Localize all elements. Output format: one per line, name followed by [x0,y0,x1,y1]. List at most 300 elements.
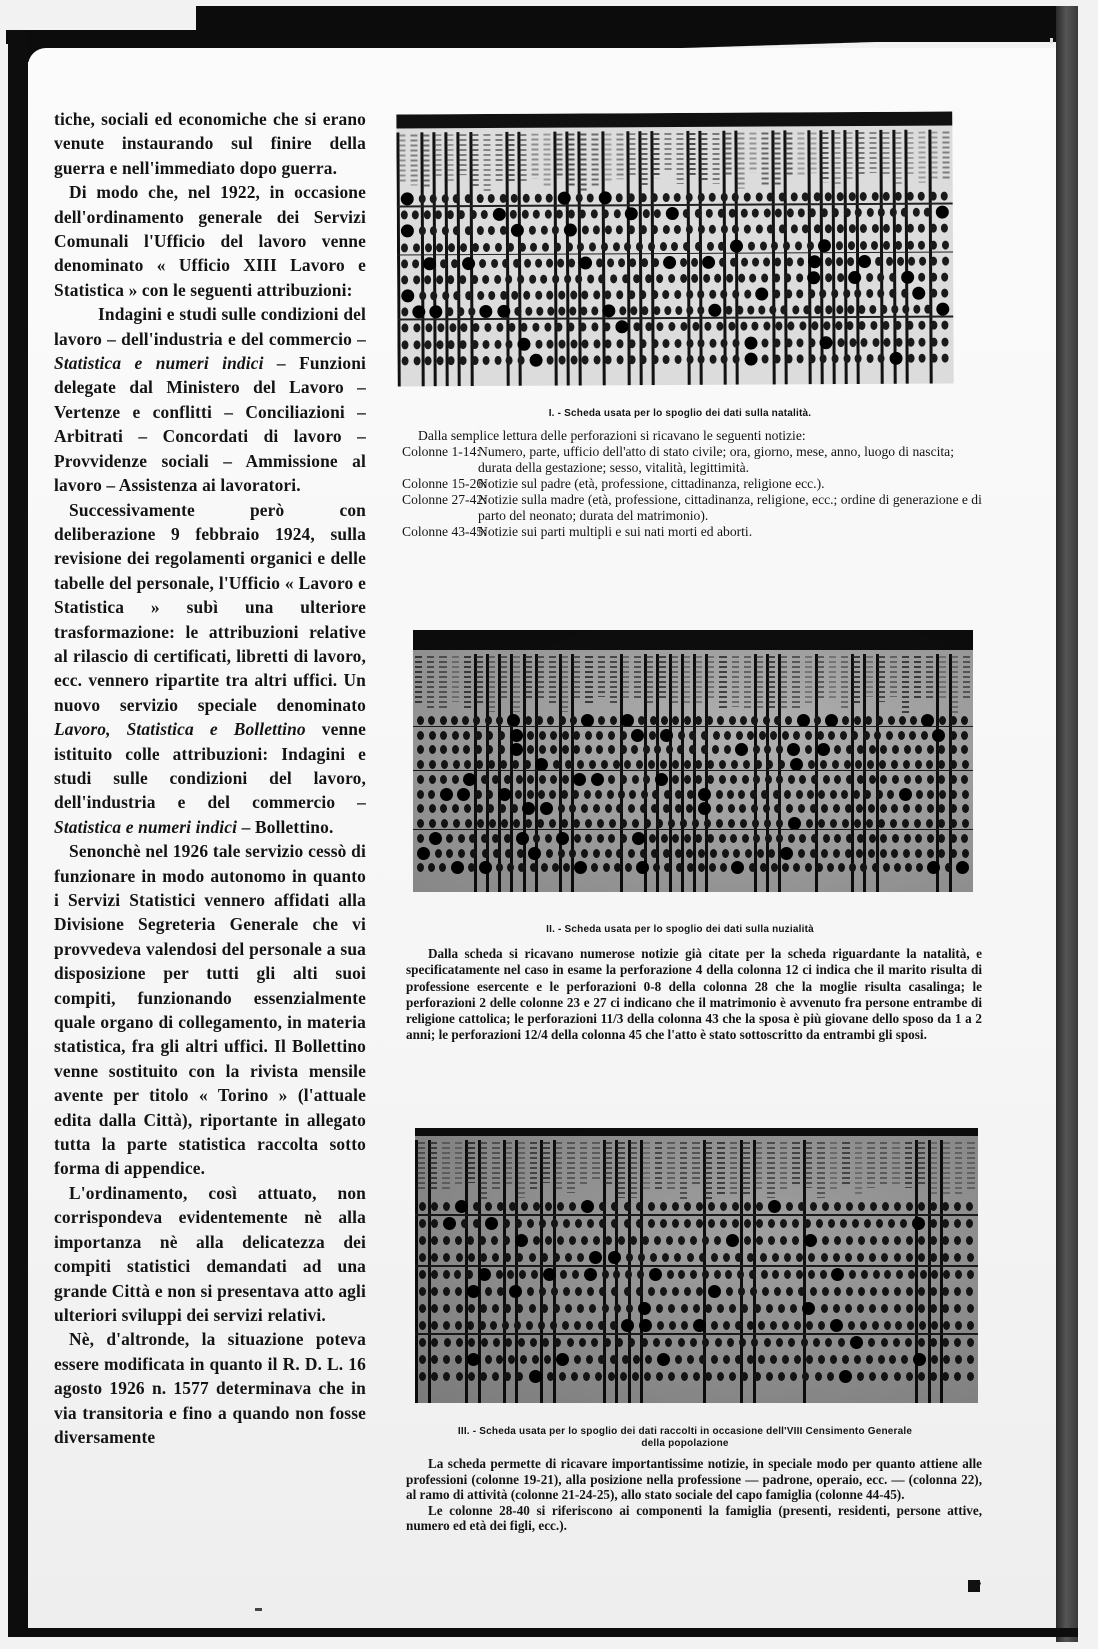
card-hole [736,306,743,315]
card-hole [529,275,536,284]
card-digit-row [397,256,953,270]
card-hole [556,210,563,219]
card-header-label [906,132,913,175]
card-hole [820,289,827,298]
card-hole [654,209,661,218]
card-hole [847,257,854,266]
card-hole [547,307,554,316]
card-hole [761,273,768,282]
card-hole [930,256,937,265]
card-hole [783,241,790,250]
card-hole [942,272,949,281]
card-hole [740,209,747,218]
card-hole [580,323,587,332]
card-hole [886,257,893,266]
paragraph: Senonchè nel 1926 tale servizio cessò di funzionare in modo autonomo in quanto i Servizi Statistici vennero affidati alla Divisione Segreteria Generale che vi provvedeva valendosi del personale a sua disposizione per tutti gli alti suoi compiti, funzionando essenzialmente quale organo di collegamento, in materia statistica, fra gli altri uffici. Il Bollettino venne sostituito con la rivista mensile avente per titolo « Torino » (l'attuale edita dalla Città), riportante in allegato tutta la parte statistica raccolta sotto forma di appendice. [54,841,366,1179]
card-hole [460,243,467,252]
card-hole [883,240,890,249]
card-header-label [894,132,901,186]
left-text-column [54,107,366,1449]
card-hole [825,257,832,266]
card-hole [425,340,432,349]
card-hole [471,243,478,252]
card-hole [717,209,724,218]
card-hole [848,192,855,201]
card-hole [577,242,584,251]
card-hole [930,321,937,330]
card-hole [581,226,588,235]
card-hole [413,324,420,333]
card-hole [848,224,855,233]
card-hole [419,291,426,300]
card-hole [825,225,832,234]
card-hole [607,258,614,267]
column-row: Colonne 1-14: Numero, parte, ufficio dell'atto di stato civile; ora, giorno, mese, anno, luogo di nascita; durata della gestazione; sesso, vitalità, legittimità. [402,444,954,475]
card-hole [633,274,640,283]
card-hole [884,337,891,346]
card-hole [906,321,913,330]
paragraph: Di modo che, nel 1922, in occasione dell'ordinamento generale dei Servizi Comunali l'Ufficio del lavoro venne denominato « Ufficio XIII Lavoro e Statistica » con le seguenti attribuzioni: [54,182,366,300]
card-hole [942,321,949,330]
card-header-label [556,134,563,179]
card-hole [843,354,850,363]
card-hole [773,354,780,363]
card-hole [462,257,475,270]
card-hole [849,338,856,347]
card-hole [675,306,682,315]
card-header-label [580,133,587,190]
card-hole [835,322,842,331]
card-hole [861,338,868,347]
card-header-label [785,132,792,176]
card-digit-row [397,224,953,238]
card-hole [730,257,737,266]
card-header-label [846,132,853,181]
card-hole [889,289,896,298]
card-hole [741,257,748,266]
card-hole [546,258,553,267]
card-hole [903,305,910,314]
card-hole [721,338,728,347]
card-hole [517,275,524,284]
card-hole [652,258,659,267]
card-hole [802,192,809,201]
card-hole [534,194,541,203]
card-hole [773,290,780,299]
card-hole [748,241,755,250]
card-hole [535,258,542,267]
card-hole [797,354,804,363]
card-hole [728,322,735,331]
card-hole [809,208,816,217]
card-hole [686,290,693,299]
card-hole [481,210,488,219]
card-hole [787,322,794,331]
card-hole [465,194,472,203]
card-hole [919,337,926,346]
card-hole [442,227,449,236]
card-hole [836,305,843,314]
card-hole [692,322,699,331]
card-hole [518,242,525,251]
card-hole [844,208,851,217]
card-hole [436,243,443,252]
card-header-label [821,132,828,182]
card-header-label [664,133,671,173]
card-hole [587,193,594,202]
card-hole [401,324,408,333]
card-hole [811,322,818,331]
card-hole [907,354,914,363]
card-hole [565,242,572,251]
card-hole [605,290,612,299]
card-hole [906,240,913,249]
card-hole [872,338,879,347]
card-header-label [858,132,865,177]
card-hole [494,356,501,365]
card-hole [508,323,515,332]
card-hole [738,274,745,283]
card-header-label [459,134,466,175]
card-hole [883,192,890,201]
card-hole [625,207,638,220]
card-hole [437,324,444,333]
card-hole [628,226,635,235]
card-hole [942,256,949,265]
card-hole [895,337,902,346]
card-hole [454,291,461,300]
card-hole [605,339,612,348]
card-hole [820,336,833,349]
card-header-label [725,133,732,175]
column-row: Colonne 27-42: Notizie sulla madre (età, professione, cittadinanza, religione, ecc.; ordine di generazione e di parto del neonato; durata del matrimonio). [402,492,982,523]
card-hole [436,356,443,365]
card-hole [518,337,531,350]
card-hole [925,305,932,314]
card-hole [523,194,530,203]
card-hole [461,324,468,333]
card-hole [412,259,419,268]
card-hole [790,192,797,201]
card-hole [440,259,447,268]
card-hole [500,226,507,235]
card-hole [779,192,786,201]
card-hole [942,353,949,362]
card-hole [875,257,882,266]
card-hole [897,257,904,266]
card-hole [401,211,408,220]
card-hole [448,340,455,349]
card-hole [914,305,921,314]
card-hole [702,256,715,269]
card-hole [730,239,743,252]
paragraph: L'ordinamento, così attuato, non corrispondeva evidentemente nè alla importanza nè alla delicatezza dei compiti statistici demandati ad una grande Città e non si presentava atto agli ulteriori sviluppi dei servizi relativi. [54,1182,366,1325]
card-hole [698,355,705,364]
card-header-label [882,132,889,176]
card-hole [697,193,704,202]
card-hole [545,210,552,219]
card-hole [825,305,832,314]
card-hole [651,193,658,202]
card-hole [477,291,484,300]
card-hole [930,353,937,362]
card-hole [725,306,732,315]
card-hole [663,339,670,348]
card-hole [866,289,873,298]
card-hole [894,321,901,330]
card-header-label [749,133,756,173]
card-hole [663,193,670,202]
card-hole [808,289,815,298]
card-hole [755,288,768,301]
card-hole [624,242,631,251]
card-hole [774,257,781,266]
attributions-1922: Indagini e studi sulle condizioni del lavoro – dell'industria e del commercio – Statistica e numeri indici – Funzioni delegate dal Ministero del Lavoro – Vertenze e conflitti – Conciliazioni – Arbitrati – Concordati di lavoro – Provvidenze sociali – Ammissione al lavoro – Assistenza ai lavoratori. [54,304,367,496]
card-hole [721,193,728,202]
card-hole [547,291,554,300]
card-hole [855,208,862,217]
paragraph: tiche, sociali ed economiche che si erano venute instaurando sul finire della guerra e nell'immediato dopo guerra. [54,109,366,178]
card-hole [636,242,643,251]
card-hole [752,257,759,266]
card-digit-row [397,208,953,222]
card-hole [447,210,454,219]
card-hole [715,274,722,283]
card-hole [918,192,925,201]
card-hole [558,355,565,364]
card-header-label [809,132,816,174]
card-hole [674,193,681,202]
card-hole [721,355,728,364]
card-hole [645,274,652,283]
card-hole [889,273,896,282]
card-hole [669,322,676,331]
card-hole [507,242,514,251]
card-hole [659,242,666,251]
card-hole [918,273,925,282]
card-hole [540,275,547,284]
card-hole [686,193,693,202]
card-hole [558,339,565,348]
card-header-label [773,132,780,184]
card-hole [880,305,887,314]
card-hole [790,225,797,234]
card-hole [871,192,878,201]
card-hole [854,289,861,298]
card-hole [535,291,542,300]
card-hole [617,355,624,364]
card-hole [480,259,487,268]
card-hole [640,355,647,364]
card-hole [941,224,948,233]
card-hole [709,193,716,202]
card-hole [895,224,902,233]
card-hole [616,290,623,299]
card-hole [837,338,844,347]
card-hole [544,323,551,332]
card-hole [691,258,698,267]
card-hole [529,354,542,367]
card-header-label [604,133,611,183]
card-hole [598,274,605,283]
card-hole [764,322,771,331]
card-header-label [942,132,949,181]
card-hole [436,275,443,284]
card-hole [589,242,596,251]
card-hole [680,274,687,283]
card-hole [848,271,861,284]
card-hole [776,322,783,331]
card-hole [448,356,455,365]
card-hole [547,355,554,364]
card-hole [639,193,646,202]
card-hole [691,274,698,283]
card-hole [908,256,915,265]
card-hole [906,224,913,233]
card-hole [522,210,529,219]
card-hole [756,225,763,234]
card-hole [570,339,577,348]
card-hole [698,338,705,347]
paragraph: Nè, d'altronde, la situazione poteva essere modificata in quanto il R. D. L. 16 agosto 1926 n. 1577 determinava che in via transitoria e fino a quando non fosse diversamente [54,1329,366,1447]
card-header-label [543,134,550,187]
scan-frame-bottom [8,1628,1078,1637]
card-hole [530,242,537,251]
card-hole [536,307,543,316]
card-hole [732,193,739,202]
card-hole [533,210,540,219]
card-hole [871,240,878,249]
card-hole [901,208,908,217]
card-hole [901,271,914,284]
punched-card-natalita-image [396,112,953,387]
card-hole [895,192,902,201]
card-header-label [616,133,623,179]
card-hole [930,289,937,298]
card-shading [413,630,973,892]
card-hole [936,206,949,219]
card-hole [593,355,600,364]
card-hole [847,305,854,314]
card-hole [733,338,740,347]
card-hole [674,225,681,234]
card-header-label [761,133,768,186]
card-hole [752,209,759,218]
card-hole [740,322,747,331]
card-hole [718,241,725,250]
card-hole [542,242,549,251]
card-header-label [676,133,683,184]
card-hole [541,226,548,235]
card-hole [494,275,501,284]
card-hole [825,273,832,282]
card-hole [425,324,432,333]
card-hole [709,290,716,299]
card-hole [808,338,815,347]
card-hole [494,340,501,349]
card-hole [523,291,530,300]
card-hole [664,306,671,315]
card-hole [762,338,769,347]
card-hole [726,274,733,283]
card-hole [568,210,575,219]
card-hole [930,224,937,233]
card-hole [872,224,879,233]
card-hole [535,339,542,348]
card-hole [552,275,559,284]
card-hole [641,258,648,267]
card-hole [558,192,571,205]
card-hole [449,324,456,333]
card-hole [866,354,873,363]
card-hole [820,354,827,363]
figure-3-description: La scheda permette di ricavare importantissime notizie, in speciale modo per quanto attiene alle professioni (colonne 19-21), alla posizione nella professione — padrone, operaio, ecc. — (colonna 22), al ramo di attività (colonne 21-24-25), allo stato sociale del capo famiglia (colonne 44-45). Le colonne 28-40 si riferiscono ai componenti la famiglia (presenti, residenti, persone attive, numero ed età dei figli, ecc.). [406,1456,982,1534]
card-hole [601,242,608,251]
figure-2-description: Dalla scheda si ricavano numerose notizie già citate per la scheda riguardante la natalità, e specificatamente nel caso in esame la perforazione 4 della colonna 12 ci indica che il marito risulta di professione esercente e le perforazioni 0-8 della colonna 28 che la moglie risulta casalinga; le perforazioni 2 delle colonne 23 e 27 ci indicano che il matrimonio è avvenuto fra persone entrambe di religione cattolica; le perforazioni 11/3 della colonna 43 che la sposa è più giovane dello sposo da 1 a 2 anni; le perforazioni 12/4 della colonna 45 che l'atto è stato sottoscritto da entrambi gli sposi. [406,946,982,1043]
card-hole [732,290,739,299]
card-hole [681,322,688,331]
card-hole [694,209,701,218]
card-hole [430,194,437,203]
card-hole [930,240,937,249]
card-hole [721,290,728,299]
card-hole [605,226,612,235]
card-hole [424,210,431,219]
card-hole [581,291,588,300]
card-header-label [519,134,526,182]
card-hole [814,225,821,234]
card-hole [786,257,793,266]
card-hole [837,273,844,282]
card-hole [709,225,716,234]
card-hole [556,323,563,332]
card-hole [859,241,866,250]
card-hole [918,240,925,249]
card-hole [744,193,751,202]
card-header-label [713,133,720,184]
card-hole [488,226,495,235]
card-hole [480,305,493,318]
card-hole [755,193,762,202]
card-hole [471,356,478,365]
card-header-label [483,134,490,191]
card-header-label [423,134,430,188]
card-hole [732,225,739,234]
card-hole [860,192,867,201]
card-hole [913,208,920,217]
card-hole [686,339,693,348]
card-hole [518,356,525,365]
card-hole [716,322,723,331]
card-hole [674,290,681,299]
card-hole [651,339,658,348]
card-hole [579,210,586,219]
card-hole [744,352,757,365]
card-hole [639,226,646,235]
card-hole [447,307,454,316]
card-hole [557,258,564,267]
card-hole [704,322,711,331]
card-hole [401,340,408,349]
scan-speck [1050,38,1053,43]
card-header-label [640,133,647,185]
card-hole [653,306,660,315]
card-header-label [568,134,575,189]
card-header-label [435,134,442,176]
card-hole [470,210,477,219]
card-header-label [628,133,635,177]
card-hole [878,208,885,217]
